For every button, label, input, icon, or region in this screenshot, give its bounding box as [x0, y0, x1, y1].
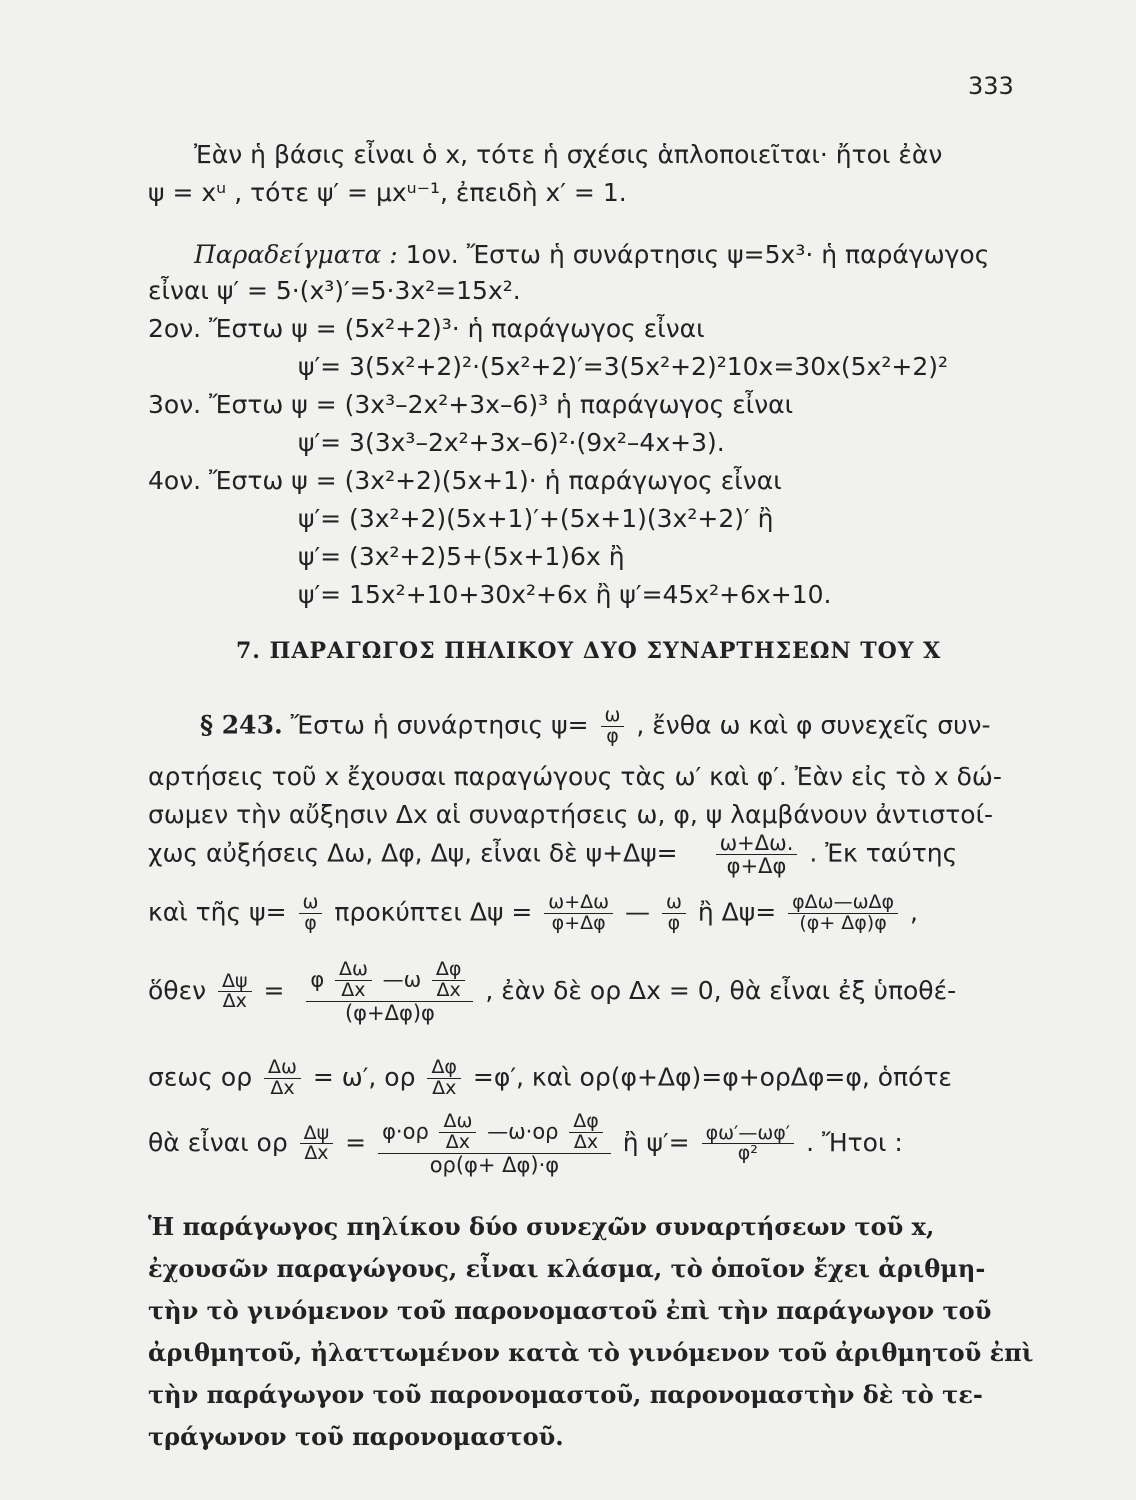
- fraction: $\frac{\Delta\omega}{\Delta x}$: [439, 1112, 476, 1153]
- result-fraction: $\frac{\varphi\omega'—\omega\varphi'}{\text{φ²}}$: [702, 1124, 795, 1165]
- text-line-4: εἶναι ψ′ = 5·(x³)′=5·3x²=15x².: [148, 276, 521, 305]
- example-2-result: ψ′= 3(5x²+2)²·(5x²+2)′=3(5x²+2)²10x=30x(5x²+2)²: [298, 352, 948, 381]
- fraction: $\frac{\omega}{\varphi}$: [601, 706, 625, 747]
- theorem-block: [148, 1206, 1034, 1458]
- example-1: 1ον. Ἔστω ἡ συνάρτησις ψ=5x³· ἡ παράγωγος: [405, 240, 990, 269]
- fraction: $\frac{\omega}{\varphi}$: [662, 893, 686, 934]
- example-3-result: ψ′= 3(3x³–2x²+3x–6)²·(9x²–4x+3).: [298, 428, 725, 457]
- example-3: 3ον. Ἔστω ψ = (3x³–2x²+3x–6)³ ἡ παράγωγος εἶναι: [148, 390, 794, 419]
- theorem-line: Ἡ παράγωγος πηλίκου δύο συνεχῶν συναρτήσεων τοῦ x,: [148, 1212, 935, 1241]
- section-243-line-4: χως αὐξήσεις Δω, Δφ, Δψ, εἶναι δὲ ψ+Δψ= $\frac{\omega+\Delta\omega.}{\varphi+\Delta\varphi}$ . Ἐκ ταύτης: [148, 831, 958, 879]
- fraction: $\frac{\Delta\omega}{\Delta x}$: [264, 1058, 301, 1099]
- section-number: § 243.: [200, 710, 283, 740]
- section-243-line-5: καὶ τῆς ψ= $\frac{\omega}{\varphi}$ προκύπτει Δψ = $\frac{\omega+\Delta\omega}{\varphi+\Delta\varphi}$ — $\frac{\omega}{\varphi}$ ἢ Δψ= $\frac{\text{φΔω—ωΔφ}}{(\varphi+ \Delta\varphi)\varphi}$ ,: [148, 891, 918, 934]
- fraction: $\frac{\text{φΔω—ωΔφ}}{(\varphi+ \Delta\varphi)\varphi}$: [788, 893, 898, 934]
- example-4: 4ον. Ἔστω ψ = (3x²+2)(5x+1)· ἡ παράγωγος εἶναι: [148, 466, 782, 495]
- example-2: 2ον. Ἔστω ψ = (5x²+2)³· ἡ παράγωγος εἶναι: [148, 314, 705, 343]
- fraction: $\frac{\Delta\psi}{\Delta x}$: [300, 1124, 334, 1165]
- section-243-line-3: σωμεν τὴν αὔξησιν Δx αἱ συναρτήσεις ω, φ, ψ λαμβάνουν ἀντιστοί-: [148, 800, 994, 829]
- section-243-line-1: § 243. Ἔστω ἡ συνάρτησις ψ= $\frac{\omega}{\varphi}$ , ἔνθα ω καὶ φ συνεχεῖς συν-: [200, 704, 991, 747]
- theorem-line: τράγωνον τοῦ παρονομαστοῦ.: [148, 1422, 564, 1451]
- page-number: 333: [968, 72, 1014, 100]
- section-heading: 7. ΠΑΡΑΓΩΓΟΣ ΠΗΛΙΚΟΥ ΔΥΟ ΣΥΝΑΡΤΗΣΕΩΝ ΤΟΥ X: [236, 638, 942, 664]
- theorem-line: τὴν τὸ γινόμενον τοῦ παρονομαστοῦ ἐπὶ τὴν παράγωγον τοῦ: [148, 1296, 992, 1325]
- example-4-step-2: ψ′= (3x²+2)5+(5x+1)6x ἢ: [298, 542, 625, 571]
- fraction: $\frac{\Delta\psi}{\Delta x}$: [218, 972, 252, 1013]
- section-243-line-7: σεως ορ $\frac{\Delta\omega}{\Delta x}$ = ω′, ορ $\frac{\Delta\varphi}{\Delta x}$ =φ′, καὶ ορ(φ+Δφ)=φ+ορΔφ=φ, ὁπότε: [148, 1056, 952, 1099]
- examples-label: Παραδείγματα :: [194, 240, 398, 269]
- compound-fraction: φ $\frac{\Delta\omega}{\Delta x}$ —ω $\frac{\Delta\varphi}{\Delta x}$ (φ+Δφ)φ: [306, 960, 473, 1024]
- fraction: $\frac{\omega+\Delta\omega}{\varphi+\Delta\varphi}$: [544, 893, 613, 934]
- compound-fraction: φ·ορ $\frac{\Delta\omega}{\Delta x}$ —ω·ορ $\frac{\Delta\varphi}{\Delta x}$ ορ(φ+ Δφ)·φ: [378, 1112, 611, 1176]
- fraction: $\frac{\Delta\varphi}{\Delta x}$: [427, 1058, 461, 1099]
- section-243-line-8: θὰ εἶναι ορ $\frac{\Delta\psi}{\Delta x}$ = φ·ορ $\frac{\Delta\omega}{\Delta x}$ —ω·ορ $\frac{\Delta\varphi}{\Delta x}$ ορ(φ+ Δφ)·φ ἢ ψ′= $\frac{\varphi\omega'—\omega\varphi'}{\text{φ²}}$ . Ἤτοι :: [148, 1110, 903, 1177]
- fraction: $\frac{\omega+\Delta\omega.}{\varphi+\Delta\varphi}$: [716, 832, 798, 877]
- fraction: $\frac{\Delta\varphi}{\Delta x}$: [569, 1112, 603, 1153]
- example-4-step-1: ψ′= (3x²+2)(5x+1)′+(5x+1)(3x²+2)′ ἢ: [298, 504, 774, 533]
- theorem-line: ἐχουσῶν παραγώγους, εἶναι κλάσμα, τὸ ὁποῖον ἔχει ἀριθμη-: [148, 1254, 986, 1283]
- text-line-1: Ἐὰν ἡ βάσις εἶναι ὁ x, τότε ἡ σχέσις ἁπλοποιεῖται· ἤτοι ἐὰν: [194, 140, 943, 169]
- example-4-step-3: ψ′= 15x²+10+30x²+6x ἢ ψ′=45x²+6x+10.: [298, 580, 832, 609]
- fraction: $\frac{\omega}{\varphi}$: [299, 893, 323, 934]
- fraction: $\frac{\Delta\varphi}{\Delta x}$: [432, 960, 466, 1001]
- theorem-line: τὴν παράγωγον τοῦ παρονομαστοῦ, παρονομαστὴν δὲ τὸ τε-: [148, 1380, 983, 1409]
- section-243-line-6: ὅθεν $\frac{\Delta\psi}{\Delta x}$ = φ $\frac{\Delta\omega}{\Delta x}$ —ω $\frac{\Delta\varphi}{\Delta x}$ (φ+Δφ)φ , ἐὰν δὲ ορ Δx = 0, θὰ εἶναι ἐξ ὑποθέ-: [148, 958, 957, 1025]
- text-line-2: ψ = xᵘ , τότε ψ′ = μxᵘ⁻¹, ἐπειδὴ x′ = 1.: [148, 178, 627, 207]
- section-243-line-2: αρτήσεις τοῦ x ἔχουσαι παραγώγους τὰς ω′ καὶ φ′. Ἐὰν εἰς τὸ x δώ-: [148, 762, 1002, 791]
- fraction: $\frac{\Delta\omega}{\Delta x}$: [335, 960, 372, 1001]
- theorem-line: ἀριθμητοῦ, ἠλαττωμένον κατὰ τὸ γινόμενον τοῦ ἀριθμητοῦ ἐπὶ: [148, 1338, 1034, 1367]
- examples-line: [194, 240, 989, 269]
